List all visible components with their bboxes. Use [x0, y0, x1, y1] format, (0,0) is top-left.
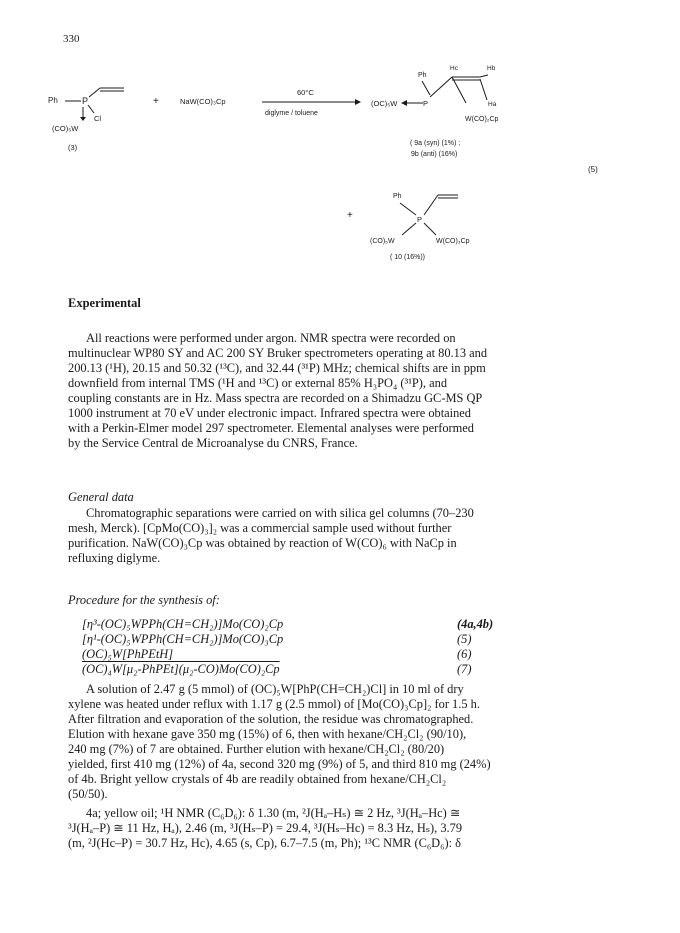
temperature: 60°C — [297, 88, 314, 97]
prod9-hb: Hb — [487, 65, 496, 72]
reaction-scheme — [40, 55, 640, 290]
reactant-label: (3) — [68, 143, 78, 152]
experimental-heading: Experimental — [68, 296, 141, 310]
para-line: 200.13 (¹H), 20.15 and 50.32 (¹³C), and 32.44 (³¹P) MHz; chemical shifts are in ppm — [68, 361, 486, 375]
compound-number: (7) — [457, 662, 472, 676]
equation-number: (5) — [588, 165, 598, 174]
experimental-paragraph — [68, 331, 608, 451]
para-line: (m, ²J(Hc–P) = 30.7 Hz, Hc), 4.65 (s, Cp), 6.7–7.5 (m, Ph); ¹³C NMR (C₆D₆): δ — [68, 836, 461, 850]
general-data-heading: General data — [68, 490, 134, 504]
prod10-w: (CO)₅W — [370, 238, 395, 245]
para-line: of 4b. Bright yellow crystals of 4b are readily obtained from hexane/CH₂Cl₂ — [68, 772, 447, 786]
page-number: 330 — [63, 33, 80, 45]
para-line: (50/50). — [68, 787, 108, 801]
prod9-p: P — [423, 99, 429, 108]
general-data-paragraph — [68, 506, 608, 566]
compound-row — [82, 662, 542, 677]
prod9-wcp: W(CO)₂Cp — [465, 116, 499, 123]
compound-row — [82, 647, 542, 662]
procedure-paragraph — [68, 682, 608, 802]
reactant-w: (CO)₅W — [52, 124, 79, 133]
reactant-ph: Ph — [48, 96, 58, 105]
prod9-w: (OC)₅W — [371, 99, 398, 108]
prod10-ph: Ph — [393, 193, 402, 200]
para-line: mesh, Merck). [CpMo(CO)₃]₂ was a commercial sample used without further — [68, 521, 452, 535]
prod10-wcp: W(CO)₃Cp — [436, 238, 470, 245]
para-line: multinuclear WP80 SY and AC 200 SY Bruker spectrometers operating at 80.13 and — [68, 346, 488, 360]
para-line: Chromatographic separations were carried on with silica gel columns (70–230 — [86, 506, 474, 520]
compound-formula: (OC)₄W[μ₂-PhPEt](μ₂-CO)Mo(CO)₂Cp — [82, 662, 280, 676]
para-line: purification. NaW(CO)₃Cp was obtained by reaction of W(CO)₆ with NaCp in — [68, 536, 457, 550]
para-line: A solution of 2.47 g (5 mmol) of (OC)₅W[PhP(CH=CH₂)Cl] in 10 ml of dry — [86, 682, 464, 696]
solvent: diglyme / toluene — [265, 110, 318, 117]
compound-row — [82, 617, 542, 632]
reactant-p: P — [82, 96, 89, 106]
prod9-ph: Ph — [418, 72, 427, 79]
compound-number: (4a,4b) — [457, 617, 494, 631]
compound-number: (6) — [457, 647, 472, 661]
reactant-cl: Cl — [94, 114, 102, 123]
reagent: NaW(CO)₃Cp — [180, 97, 226, 106]
para-line: downfield from internal TMS (¹H and ¹³C) or external 85% H₃PO₄ (³¹P), and — [68, 376, 448, 390]
para-line: yielded, first 410 mg (12%) of 4a, second 320 mg (9%) of 5, and third 810 mg (24%) — [68, 757, 491, 771]
compound-formula: [η³-(OC)₅WPPh(CH=CH₂)]Mo(CO)₂Cp — [82, 617, 284, 631]
compound-list — [82, 617, 542, 677]
compound-formula: (OC)₅W[PhPEtH] — [82, 647, 174, 661]
para-line: All reactions were performed under argon. NMR spectra were recorded on — [86, 331, 456, 345]
para-line: 1000 instrument at 70 eV under electronic impact. Infrared spectra were obtained — [68, 406, 471, 420]
procedure-heading: Procedure for the synthesis of: — [68, 593, 220, 607]
para-line: Elution with hexane gave 350 mg (15%) of 6, then with hexane/CH₂Cl₂ (90/10), — [68, 727, 467, 741]
prod10-label: ( 10 (16%)) — [390, 254, 426, 261]
prod9-ha: Ha — [488, 101, 497, 108]
prod9-hc: Hc — [450, 65, 458, 72]
plus-2: + — [347, 210, 353, 221]
compound-row — [82, 632, 542, 647]
compound-formula: [η¹-(OC)₅WPPh(CH=CH₂)]Mo(CO)₃Cp — [82, 632, 284, 646]
compound-number: (5) — [457, 632, 472, 646]
plus-1: + — [153, 96, 159, 107]
para-line: coupling constants are in Hz. Mass spectra are recorded on a Shimadzu GC-MS QP — [68, 391, 483, 405]
para-line: 240 mg (7%) of 7 are obtained. Further elution with hexane/CH₂Cl₂ (80/20) — [68, 742, 445, 756]
para-line: 4a; yellow oil; ¹H NMR (C₆D₆): δ 1.30 (m, ²J(Hₐ–Hₛ) ≅ 2 Hz, ³J(Hₐ–Hc) ≅ — [86, 806, 461, 820]
nmr-data-paragraph — [68, 806, 608, 851]
para-line: After filtration and evaporation of the solution, the residue was chromatographed. — [68, 712, 474, 726]
para-line: xylene was heated under reflux with 1.17 g (2.5 mmol) of [Mo(CO)₃Cp]₂ for 1.5 h. — [68, 697, 480, 711]
para-line: with a Perkin-Elmer model 297 spectrometer. Elemental analyses were performed — [68, 421, 474, 435]
para-line: refluxing diglyme. — [68, 551, 161, 565]
para-line: by the Service Central de Microanalyse du CNRS, France. — [68, 436, 358, 450]
prod9-label-2: 9b (anti) (16%) — [411, 151, 458, 158]
prod10-p: P — [417, 215, 423, 224]
para-line: ³J(Hₐ–P) ≅ 11 Hz, Hₐ), 2.46 (m, ³J(Hₛ–P) = 29.4, ³J(Hₛ–Hc) = 8.3 Hz, Hₛ), 3.79 — [68, 821, 463, 835]
prod9-label-1: ( 9a (syn) (1%) ; — [410, 140, 461, 147]
